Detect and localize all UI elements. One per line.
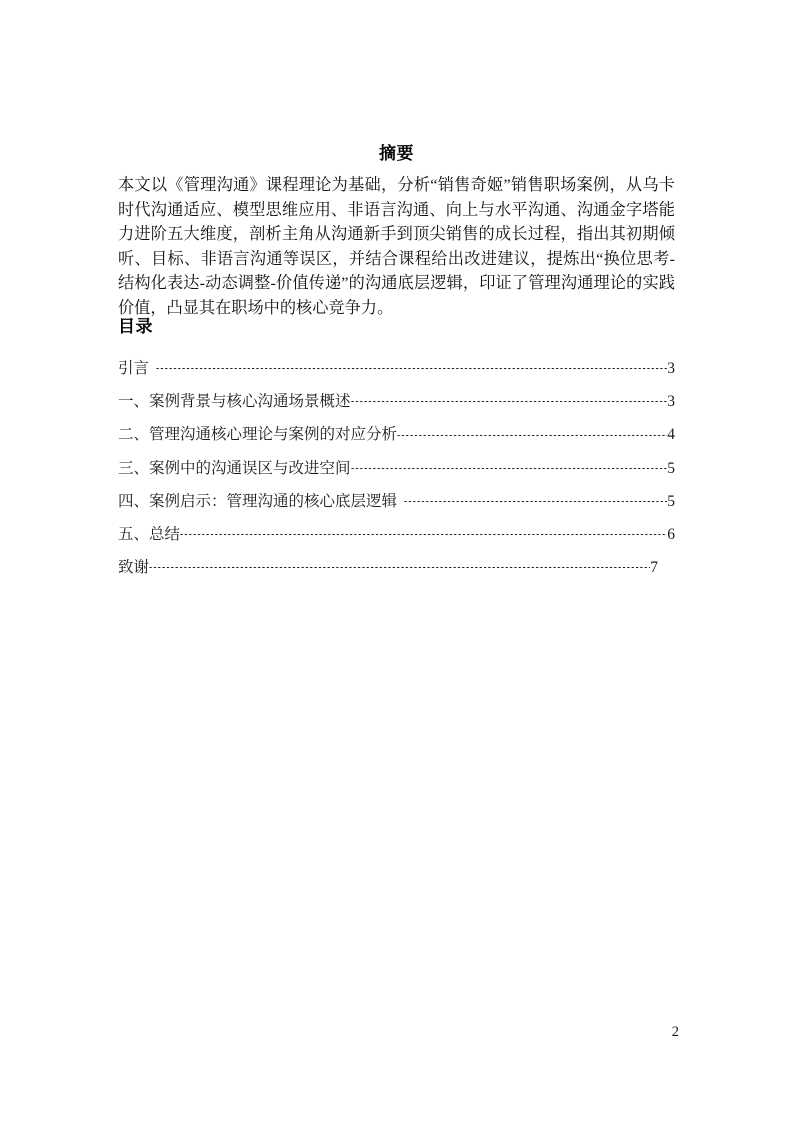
toc-entry[interactable] — [118, 452, 675, 485]
toc-dot-leader — [149, 567, 650, 568]
toc-entry-title: 二、管理沟通核心理论与案例的对应分析 — [118, 426, 398, 444]
toc-entry-page: 6 — [667, 526, 675, 544]
toc-list — [118, 352, 675, 584]
toc-entry[interactable] — [118, 551, 675, 584]
table-of-contents — [118, 316, 675, 584]
toc-entry-title: 四、案例启示：管理沟通的核心底层逻辑 — [118, 492, 398, 510]
toc-dot-leader — [351, 468, 668, 469]
toc-dot-leader — [180, 534, 667, 535]
toc-entry-title: 致谢 — [118, 559, 150, 577]
page-number: 2 — [671, 1024, 679, 1040]
abstract-body-text: 本文以《管理沟通》课程理论为基础，分析“销售奇姬”销售职场案例，从乌卡时代沟通适应、模型思维应用、非语言沟通、向上与水平沟通、沟通金字塔能力进阶五大维度，剖析主角从沟通新手到顶尖销售的成长过程，指出其初期倾听、目标、非语言沟通等误区，并结合课程给出改进建议，提炼出“换位思考-结构化表达-动态调整-价值传递”的沟通底层逻辑，印证了管理沟通理论的实践价值，凸显其在职场中的核心竞争力。 — [118, 176, 675, 317]
toc-dot-leader — [351, 401, 668, 402]
toc-entry-title: 一、案例背景与核心沟通场景概述 — [118, 393, 351, 411]
toc-entry-title: 引言 — [118, 360, 150, 377]
toc-dot-leader — [156, 368, 667, 369]
toc-entry[interactable] — [118, 485, 675, 518]
toc-entry[interactable] — [118, 518, 675, 551]
toc-entry-title: 三、案例中的沟通误区与改进空间 — [118, 459, 351, 477]
toc-entry-page: 3 — [667, 393, 675, 411]
toc-entry-page: 7 — [650, 559, 658, 577]
toc-dot-leader — [404, 501, 667, 502]
toc-entry[interactable] — [118, 418, 675, 451]
toc-heading: 目录 — [118, 317, 153, 337]
toc-entry-page: 5 — [667, 492, 675, 510]
abstract-section — [118, 142, 675, 320]
toc-entry[interactable] — [118, 385, 675, 418]
toc-entry[interactable] — [118, 352, 675, 385]
abstract-heading: 摘要 — [379, 144, 414, 164]
toc-entry-page: 3 — [667, 360, 675, 377]
toc-entry-page: 4 — [667, 426, 675, 444]
toc-entry-page: 5 — [667, 459, 675, 477]
toc-dot-leader — [397, 435, 667, 436]
toc-entry-title: 五、总结 — [118, 526, 181, 544]
